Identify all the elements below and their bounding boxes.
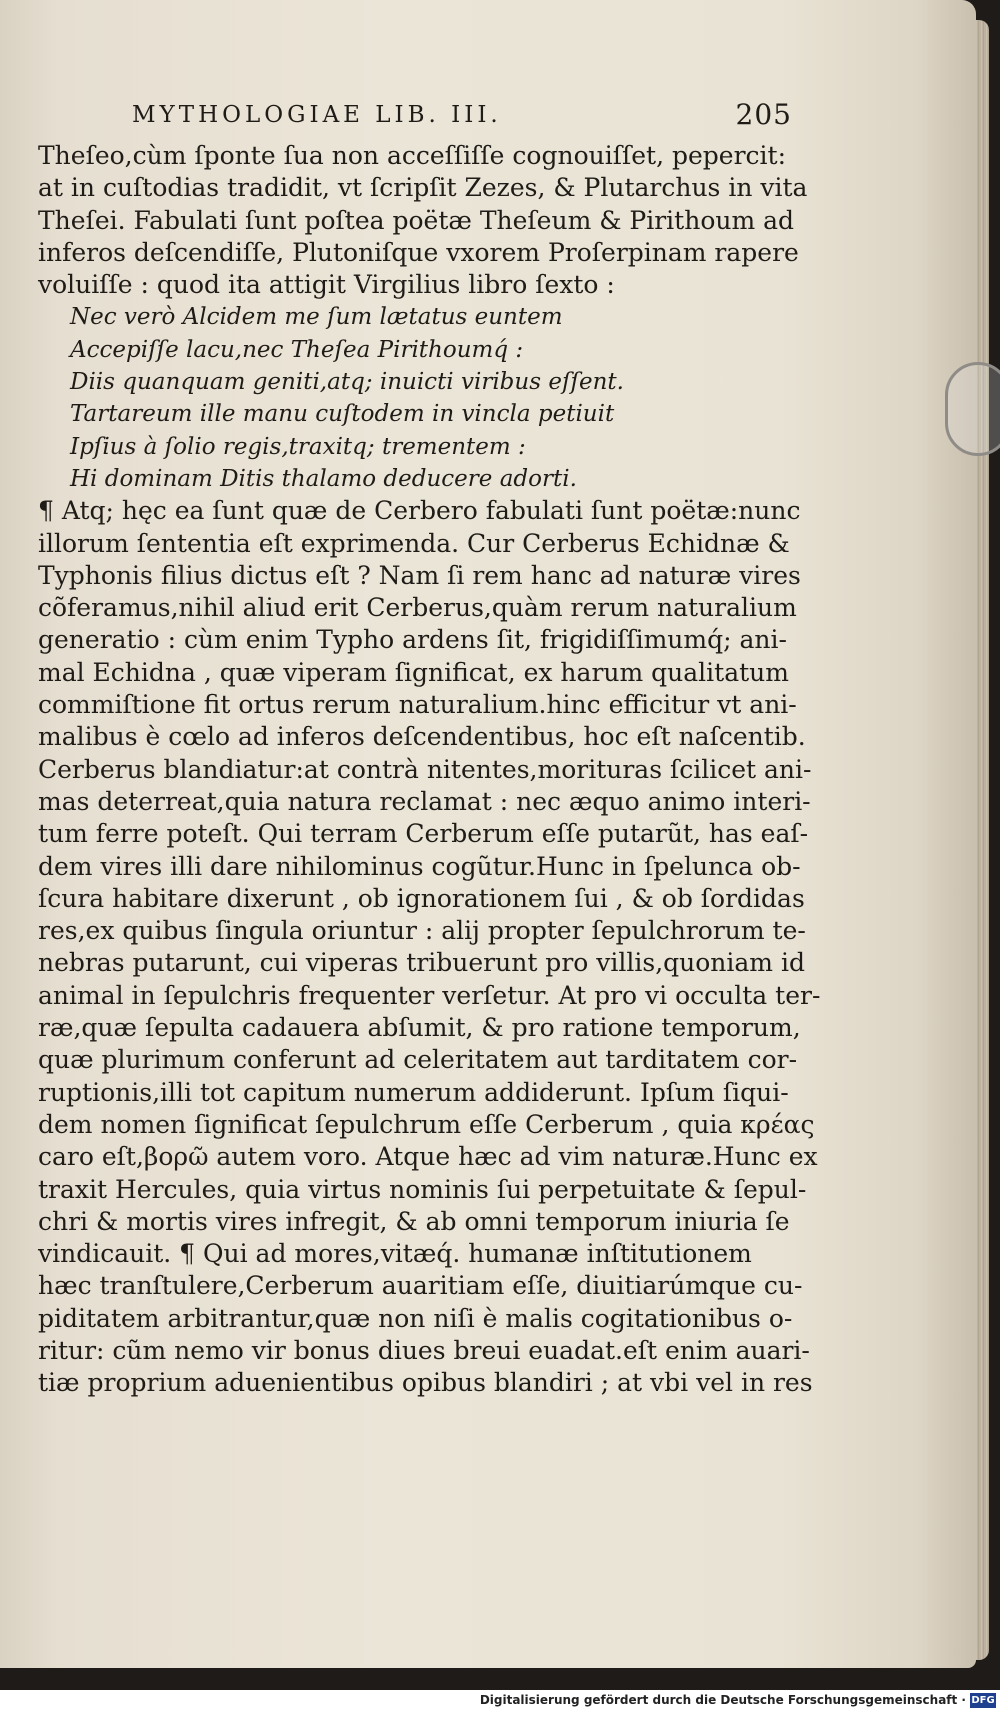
text-line: mas deterreat,quia natura reclamat : nec æquo animo interi- bbox=[38, 786, 811, 816]
verse-line: Ipſius à ſolio regis,traxitq; trementem : bbox=[70, 433, 526, 460]
verse-line: Accepiſſe lacu,nec Theſea Pirithoumq́ : bbox=[70, 336, 524, 363]
text-line: cõferamus,nihil aliud erit Cerberus,quàm rerum naturalium bbox=[38, 593, 797, 623]
body-text bbox=[38, 140, 821, 1400]
text-line: vindicauit. ¶ Qui ad mores,vitæq́. humanæ inſtitutionem bbox=[38, 1239, 752, 1269]
text-line: chri & mortis vires infregit, & ab omni temporum iniuria ſe bbox=[38, 1206, 790, 1236]
page-header bbox=[132, 98, 792, 138]
text-line: quæ plurimum conferunt ad celeritatem aut tarditatem cor- bbox=[38, 1045, 798, 1075]
text-line: hæc tranſtulere,Cerberum auaritiam eſſe, diuitiarúmque cu- bbox=[38, 1271, 803, 1301]
text-line: ruptionis,illi tot capitum numerum addiderunt. Ipſum ſiqui- bbox=[38, 1077, 789, 1107]
text-line: tiæ proprium aduenientibus opibus blandiri ; at vbi vel in res bbox=[38, 1368, 813, 1398]
text-line: generatio : cùm enim Typho ardens ſit, frigidiſſimumq́; ani- bbox=[38, 625, 787, 655]
text-line: caro eſt,βορῶ autem voro. Atque hæc ad vim naturæ.Hunc ex bbox=[38, 1142, 818, 1172]
footer-bar bbox=[0, 1690, 1000, 1712]
text-line: nebras putarunt, cui viperas tribuerunt pro villis,quoniam id bbox=[38, 948, 805, 978]
text-line: dem nomen ſignificat ſepulchrum eſſe Cerberum , quia κρέας bbox=[38, 1109, 815, 1139]
text-line: mal Echidna , quæ viperam ſignificat, ex harum qualitatum bbox=[38, 657, 789, 687]
text-line: res,ex quibus ſingula oriuntur : alij propter ſepulchrorum te- bbox=[38, 916, 806, 946]
text-line: malibus è cœlo ad inferos deſcendentibus, hoc eſt naſcentib. bbox=[38, 722, 806, 752]
dfg-logo: DFG bbox=[971, 1695, 995, 1706]
verse-line: Hi dominam Ditis thalamo deducere adorti. bbox=[70, 465, 577, 492]
text-line: inferos deſcendiſſe, Plutoniſque vxorem Proſerpinam rapere bbox=[38, 237, 799, 267]
text-line: voluiſſe : quod ita attigit Virgilius libro ſexto : bbox=[38, 270, 615, 300]
running-title: MYTHOLOGIAE LIB. III. bbox=[132, 102, 502, 128]
page-clip bbox=[945, 362, 1000, 456]
folio-number: 205 bbox=[735, 98, 792, 131]
text-line: at in cuſtodias tradidit, vt ſcripſit Zezes, & Plutarchus in vita bbox=[38, 173, 808, 203]
text-line: Typhonis filius dictus eſt ? Nam ſi rem hanc ad naturæ vires bbox=[38, 560, 801, 590]
text-line: piditatem arbitrantur,quæ non niſi è malis cogitationibus o- bbox=[38, 1303, 793, 1333]
text-line: Theſei. Fabulati ſunt poſtea poëtæ Theſeum & Pirithoum ad bbox=[38, 205, 795, 235]
verse-line: Tartareum ille manu cuſtodem in vincla petiuit bbox=[70, 401, 615, 428]
digitization-credit: Digitalisierung gefördert durch die Deutsche Forschungsgemeinschaft · bbox=[479, 1693, 966, 1707]
text-line: dem vires illi dare nihilominus cogũtur.Hunc in ſpelunca ob- bbox=[38, 851, 801, 881]
text-line: tum ferre poteſt. Qui terram Cerberum eſſe putarũt, has eaſ- bbox=[38, 819, 809, 849]
text-line: ¶ Atq; hęc ea ſunt quæ de Cerbero fabulati ſunt poëtæ:nunc bbox=[38, 496, 801, 526]
text-line: Cerberus blandiatur:at contrà nitentes,morituras ſcilicet ani- bbox=[38, 754, 812, 784]
text-line: commiſtione fit ortus rerum naturalium.hinc efficitur vt ani- bbox=[38, 690, 797, 720]
text-line: ritur: cũm nemo vir bonus diues breui euadat.eſt enim auari- bbox=[38, 1335, 810, 1365]
text-line: illorum ſententia eſt exprimenda. Cur Cerberus Echidnæ & bbox=[38, 528, 790, 558]
text-line: ſcura habitare dixerunt , ob ignorationem ſui , & ob ſordidas bbox=[38, 883, 805, 913]
verse-line: Nec verò Alcidem me ſum lætatus euntem bbox=[70, 304, 563, 331]
text-line: Theſeo,cùm ſponte ſua non acceſſiſſe cognouiſſet, pepercit: bbox=[38, 141, 786, 170]
text-line: ræ,quæ ſepulta cadauera abſumit, & pro ratione temporum, bbox=[38, 1013, 801, 1043]
text-line: animal in ſepulchris frequenter verſetur. At pro vi occulta ter- bbox=[38, 980, 821, 1010]
verse-line: Diis quanquam geniti,atq; inuicti viribus eſſent. bbox=[70, 369, 624, 396]
text-line: traxit Hercules, quia virtus nominis ſui perpetuitate & ſepul- bbox=[38, 1174, 807, 1204]
